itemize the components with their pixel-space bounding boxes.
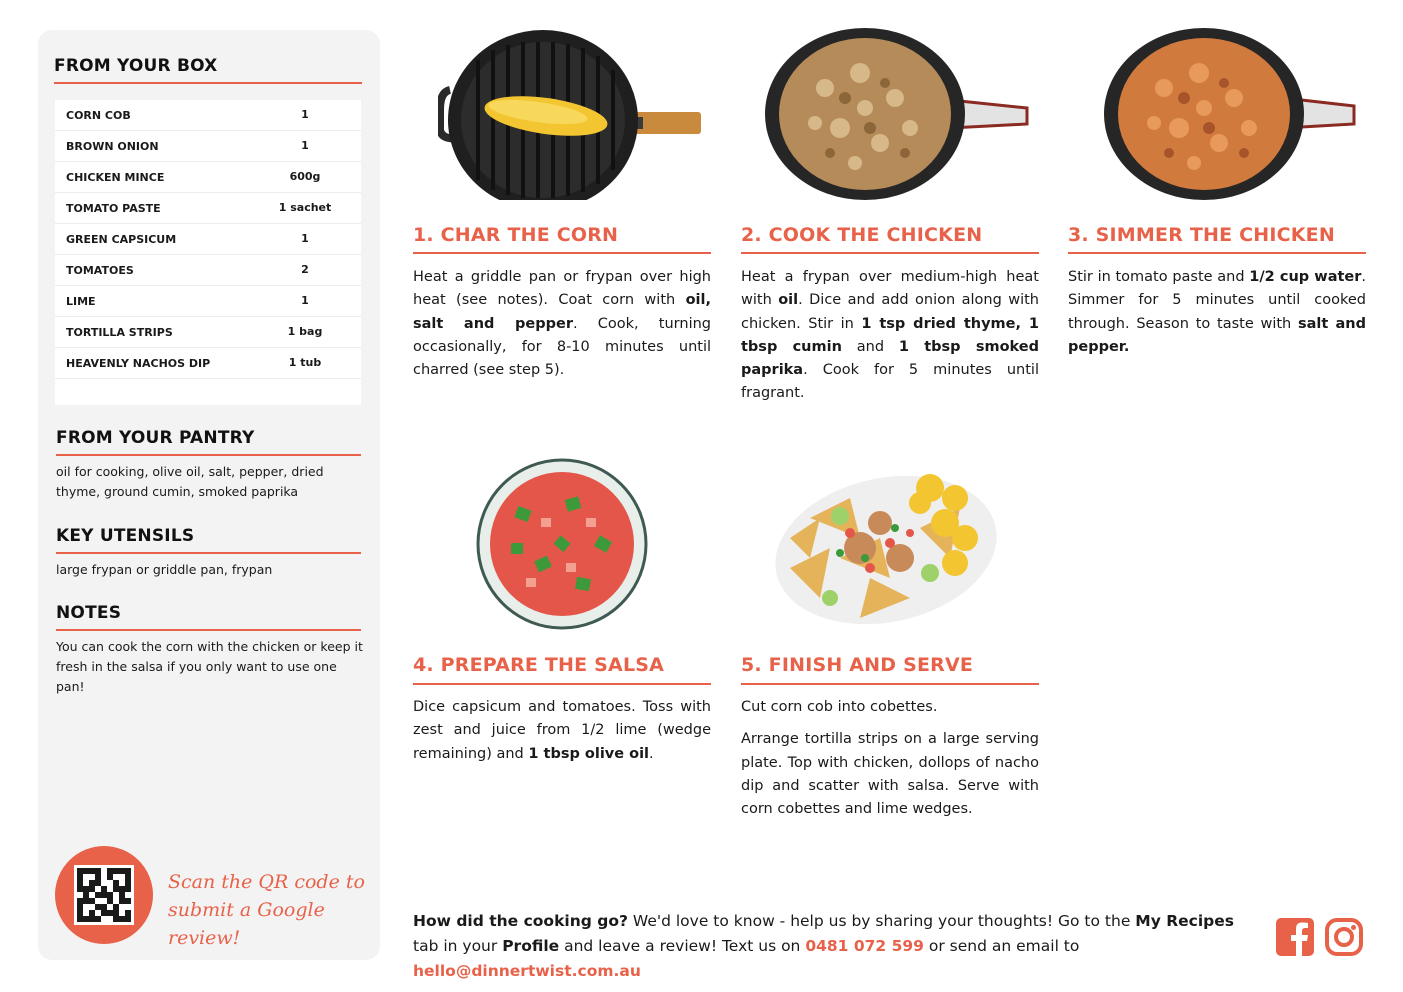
step-2-text bbox=[741, 266, 1039, 406]
notes-heading: NOTES bbox=[56, 603, 122, 623]
ingredient-row bbox=[55, 193, 361, 224]
ingredient-name: GREEN CAPSICUM bbox=[66, 233, 177, 246]
step-2-photo-chicken-pan bbox=[765, 28, 1035, 200]
ingredient-row bbox=[55, 286, 361, 317]
qr-caption-line-1: Scan the QR code to bbox=[168, 871, 365, 893]
ingredient-quantity: 1 tub bbox=[288, 356, 322, 369]
text-run: How did the cooking go? bbox=[413, 912, 628, 930]
ingredient-row bbox=[55, 348, 361, 379]
ingredient-quantity: 1 sachet bbox=[278, 201, 332, 214]
text-run: and bbox=[841, 338, 899, 355]
step-3-title: 3. SIMMER THE CHICKEN bbox=[1068, 224, 1335, 246]
pantry-text: oil for cooking, olive oil, salt, pepper, dried thyme, ground cumin, smoked paprika bbox=[56, 464, 324, 499]
utensils-text: large frypan or griddle pan, frypan bbox=[56, 562, 273, 577]
step-3-photo-simmered-chicken-pan bbox=[1104, 28, 1358, 200]
text-run: . Simmer for 5 minutes until cooked through. Season to taste with bbox=[1068, 269, 1367, 332]
step-paragraph bbox=[741, 728, 1039, 821]
text-run: . Cook, turning occasionally, for 8-10 minutes until charred (see step 5). bbox=[413, 315, 711, 379]
ingredient-row bbox=[55, 224, 361, 255]
qr-code[interactable] bbox=[74, 865, 134, 925]
ingredient-name: HEAVENLY NACHOS DIP bbox=[66, 357, 211, 370]
ingredient-row bbox=[55, 131, 361, 162]
ingredient-name: LIME bbox=[66, 295, 96, 308]
step-1-photo-griddle-pan-corn bbox=[438, 30, 704, 200]
notes-text: You can cook the corn with the chicken or keep it fresh in the salsa if you only want to use one pan! bbox=[56, 639, 363, 694]
notes-heading-rule bbox=[56, 629, 361, 631]
text-run: . bbox=[649, 745, 654, 762]
step-1-title: 1. CHAR THE CORN bbox=[413, 224, 619, 246]
text-run: . Dice and add onion along with chicken. Stir in bbox=[741, 292, 1039, 332]
ingredient-name: BROWN ONION bbox=[66, 140, 159, 153]
ingredient-row bbox=[55, 317, 361, 348]
ingredient-name: TOMATO PASTE bbox=[66, 202, 161, 215]
text-run: Arrange tortilla strips on a large serving plate. Top with chicken, dollops of nacho dip and scatter with salsa. Serve with corn cobettes and lime wedges. bbox=[741, 731, 1039, 818]
ingredient-quantity: 2 bbox=[301, 263, 309, 276]
ingredient-quantity: 1 bbox=[301, 294, 309, 307]
text-run: Heat a frypan over medium-high heat with bbox=[741, 269, 1039, 309]
text-run: oil, salt and pepper bbox=[413, 292, 711, 332]
step-5-rule bbox=[741, 683, 1039, 685]
text-run: Heat a griddle pan or frypan over high heat (see notes). Coat corn with bbox=[413, 269, 711, 309]
text-run: tab in your bbox=[413, 937, 503, 955]
step-4-photo-salsa-bowl bbox=[476, 458, 648, 630]
sidebar bbox=[38, 30, 380, 960]
step-3-rule bbox=[1068, 252, 1366, 254]
step-5-text bbox=[741, 696, 1039, 821]
pantry-heading: FROM YOUR PANTRY bbox=[56, 428, 255, 448]
step-5-title: 5. FINISH AND SERVE bbox=[741, 654, 974, 676]
text-run: 1 tbsp smoked paprika bbox=[741, 338, 1039, 379]
text-run: 1 tbsp olive oil bbox=[528, 745, 650, 762]
step-1-rule bbox=[413, 252, 711, 254]
ingredient-row bbox=[55, 162, 361, 193]
step-paragraph bbox=[741, 696, 1039, 719]
text-run: 1 tsp dried thyme, 1 tbsp cumin bbox=[741, 315, 1039, 355]
box-ingredients-table bbox=[55, 100, 361, 405]
text-run: My Recipes bbox=[1135, 912, 1234, 930]
qr-caption bbox=[168, 868, 380, 952]
text-run: Dice capsicum and tomatoes. Toss with zest and juice from 1/2 lime (wedge remaining) and bbox=[413, 699, 711, 762]
pantry-heading-rule bbox=[56, 454, 361, 456]
step-2-title: 2. COOK THE CHICKEN bbox=[741, 224, 983, 246]
box-heading-rule bbox=[54, 82, 362, 84]
step-paragraph bbox=[413, 266, 711, 382]
step-paragraph bbox=[741, 266, 1039, 406]
step-1-text bbox=[413, 266, 711, 382]
text-run: salt and pepper. bbox=[1068, 315, 1366, 355]
step-paragraph bbox=[1068, 266, 1366, 359]
qr-caption-line-2: submit a Google review! bbox=[168, 899, 325, 949]
text-run: Stir in tomato paste and bbox=[1068, 269, 1250, 285]
text-run: We'd love to know - help us by sharing your thoughts! Go to the bbox=[627, 912, 1136, 930]
text-run: Cut corn cob into cobettes. bbox=[741, 699, 938, 715]
feedback-footer-text bbox=[413, 909, 1263, 984]
ingredient-quantity: 1 bag bbox=[287, 325, 323, 338]
instagram-icon[interactable] bbox=[1325, 918, 1363, 956]
ingredient-row bbox=[55, 100, 361, 131]
step-paragraph bbox=[413, 696, 711, 766]
ingredient-name: TOMATOES bbox=[66, 264, 134, 277]
contact-link[interactable]: hello@dinnertwist.com.au bbox=[413, 962, 641, 980]
text-run: 1/2 cup water bbox=[1249, 269, 1362, 285]
text-run: and leave a review! Text us on bbox=[559, 937, 806, 955]
ingredient-name: CHICKEN MINCE bbox=[66, 171, 165, 184]
box-heading: FROM YOUR BOX bbox=[54, 56, 218, 76]
ingredient-quantity: 600g bbox=[289, 170, 321, 183]
ingredient-quantity: 1 bbox=[301, 139, 309, 152]
ingredient-name: TORTILLA STRIPS bbox=[66, 326, 173, 339]
qr-code-pattern bbox=[77, 868, 131, 922]
step-5-photo-nachos-platter bbox=[770, 458, 1002, 633]
contact-link[interactable]: 0481 072 599 bbox=[805, 937, 924, 955]
text-run: Profile bbox=[502, 937, 560, 955]
utensils-heading-rule bbox=[56, 552, 361, 554]
utensils-heading: KEY UTENSILS bbox=[56, 526, 195, 546]
step-4-text bbox=[413, 696, 711, 766]
step-2-rule bbox=[741, 252, 1039, 254]
facebook-icon[interactable] bbox=[1276, 918, 1314, 956]
text-run: or send an email to bbox=[923, 937, 1080, 955]
text-run: oil bbox=[778, 292, 799, 309]
ingredient-name: CORN COB bbox=[66, 109, 131, 122]
ingredient-row bbox=[55, 255, 361, 286]
ingredient-quantity: 1 bbox=[301, 232, 309, 245]
text-run: . Cook for 5 minutes until fragrant. bbox=[741, 362, 1039, 402]
ingredient-quantity: 1 bbox=[301, 108, 309, 121]
step-3-text bbox=[1068, 266, 1366, 359]
step-4-rule bbox=[413, 683, 711, 685]
step-4-title: 4. PREPARE THE SALSA bbox=[413, 654, 665, 676]
qr-code-badge[interactable] bbox=[55, 846, 153, 944]
